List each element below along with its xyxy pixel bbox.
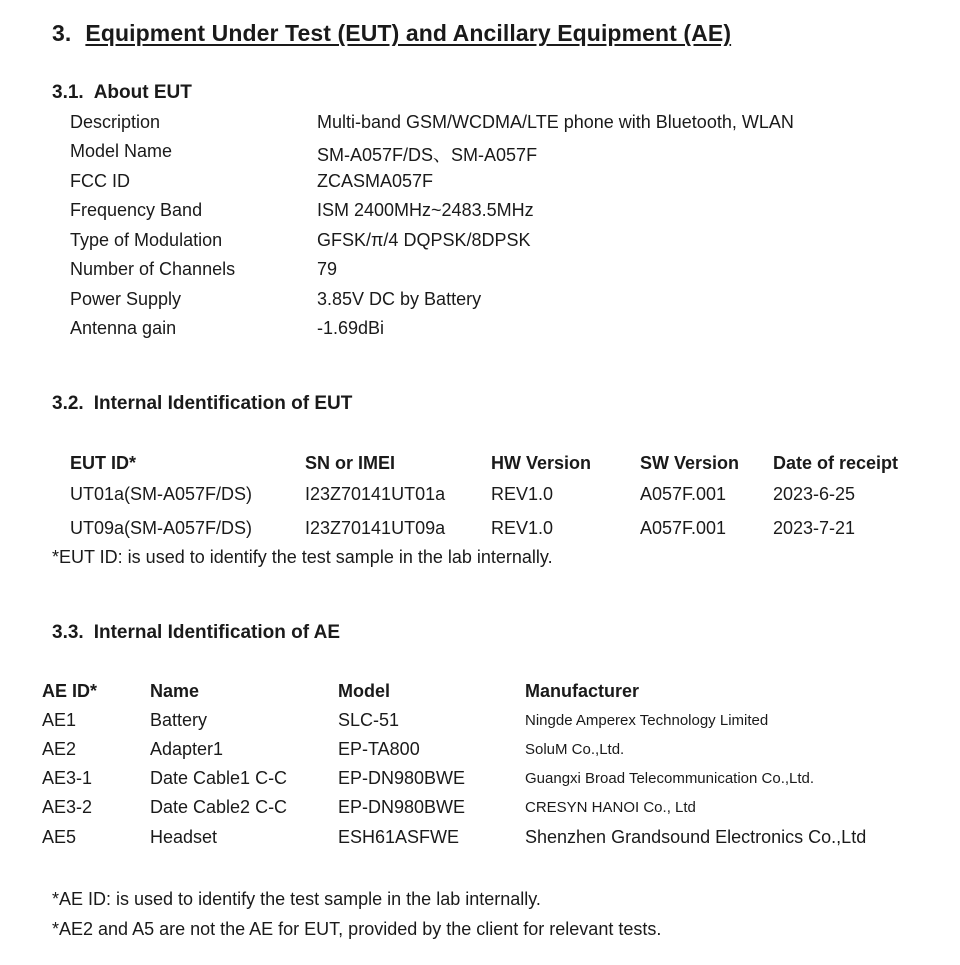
ae-cell-id: AE2 — [42, 739, 77, 759]
section-about-eut-heading — [52, 82, 192, 104]
about-label-channels: Number of Channels — [70, 259, 236, 279]
ae-cell-id: AE5 — [42, 827, 77, 847]
about-label-power-supply: Power Supply — [70, 289, 182, 309]
ae-header-name: Name — [150, 681, 200, 701]
eut-cell-date: 2023-6-25 — [773, 484, 856, 504]
section-title: Internal Identification of EUT — [93, 393, 353, 414]
eut-header-eut-id: EUT ID* — [70, 453, 137, 473]
section-title: Internal Identification of AE — [93, 622, 341, 643]
ae-cell-id: AE3-1 — [42, 768, 93, 788]
eut-cell-id: UT01a(SM-A057F/DS) — [70, 484, 253, 504]
section-number: 3.2. — [52, 393, 84, 414]
ae-cell-model: SLC-51 — [338, 710, 400, 730]
eut-cell-hw: REV1.0 — [491, 518, 554, 538]
ae-cell-id: AE3-2 — [42, 797, 93, 817]
eut-cell-date: 2023-7-21 — [773, 518, 856, 538]
about-value-model-name: SM-A057F/DS、SM-A057F — [317, 145, 538, 165]
about-value-description: Multi-band GSM/WCDMA/LTE phone with Bluetooth, WLAN — [317, 112, 794, 132]
ae-cell-model: EP-DN980BWE — [338, 768, 466, 788]
about-value-modulation: GFSK/π/4 DQPSK/8DPSK — [317, 230, 531, 250]
ae-cell-manufacturer: Guangxi Broad Telecommunication Co.,Ltd. — [525, 770, 815, 787]
section-eut-id-heading — [52, 393, 352, 415]
section-ae-id-heading — [52, 622, 340, 644]
about-value-channels: 79 — [317, 259, 338, 279]
ae-header-manufacturer: Manufacturer — [525, 681, 640, 701]
about-value-fcc-id: ZCASMA057F — [317, 171, 434, 191]
ae-cell-manufacturer: Shenzhen Grandsound Electronics Co.,Ltd — [525, 827, 867, 847]
ae-cell-model: EP-TA800 — [338, 739, 420, 759]
section-number: 3.3. — [52, 622, 84, 643]
main-heading-title: Equipment Under Test (EUT) and Ancillary Equipment (AE) — [85, 20, 732, 46]
ae-cell-manufacturer: SoluM Co.,Ltd. — [525, 741, 625, 758]
ae-cell-name: Battery — [150, 710, 208, 730]
eut-header-hw-version: HW Version — [491, 453, 592, 473]
about-value-frequency-band: ISM 2400MHz~2483.5MHz — [317, 200, 534, 220]
eut-cell-sw: A057F.001 — [640, 484, 727, 504]
eut-cell-hw: REV1.0 — [491, 484, 554, 504]
main-heading-number: 3. — [52, 20, 72, 46]
eut-cell-sw: A057F.001 — [640, 518, 727, 538]
main-heading — [52, 20, 731, 47]
ae-client-note: *AE2 and A5 are not the AE for EUT, provided by the client for relevant tests. — [52, 919, 662, 939]
about-label-antenna-gain: Antenna gain — [70, 318, 177, 338]
ae-cell-manufacturer: CRESYN HANOI Co., Ltd — [525, 799, 696, 816]
eut-cell-sn: I23Z70141UT01a — [305, 484, 446, 504]
eut-header-date-receipt: Date of receipt — [773, 453, 899, 473]
ae-cell-name: Adapter1 — [150, 739, 224, 759]
about-label-fcc-id: FCC ID — [70, 171, 130, 191]
eut-cell-sn: I23Z70141UT09a — [305, 518, 446, 538]
eut-id-note: *EUT ID: is used to identify the test sample in the lab internally. — [52, 547, 553, 567]
about-value-antenna-gain: -1.69dBi — [317, 318, 385, 338]
ae-id-note: *AE ID: is used to identify the test sample in the lab internally. — [52, 889, 541, 909]
ae-header-model: Model — [338, 681, 390, 701]
eut-cell-id: UT09a(SM-A057F/DS) — [70, 518, 253, 538]
about-value-power-supply: 3.85V DC by Battery — [317, 289, 482, 309]
about-label-frequency-band: Frequency Band — [70, 200, 203, 220]
ae-cell-name: Date Cable2 C-C — [150, 797, 288, 817]
about-label-model-name: Model Name — [70, 141, 173, 161]
ae-cell-name: Headset — [150, 827, 218, 847]
about-label-modulation: Type of Modulation — [70, 230, 223, 250]
eut-header-sw-version: SW Version — [640, 453, 740, 473]
ae-cell-manufacturer: Ningde Amperex Technology Limited — [525, 712, 769, 729]
eut-header-sn-imei: SN or IMEI — [305, 453, 396, 473]
ae-cell-model: EP-DN980BWE — [338, 797, 466, 817]
ae-cell-id: AE1 — [42, 710, 77, 730]
ae-cell-name: Date Cable1 C-C — [150, 768, 288, 788]
ae-header-ae-id: AE ID* — [42, 681, 98, 701]
about-label-description: Description — [70, 112, 161, 132]
section-number: 3.1. — [52, 82, 84, 103]
ae-cell-model: ESH61ASFWE — [338, 827, 460, 847]
section-title: About EUT — [93, 82, 192, 103]
